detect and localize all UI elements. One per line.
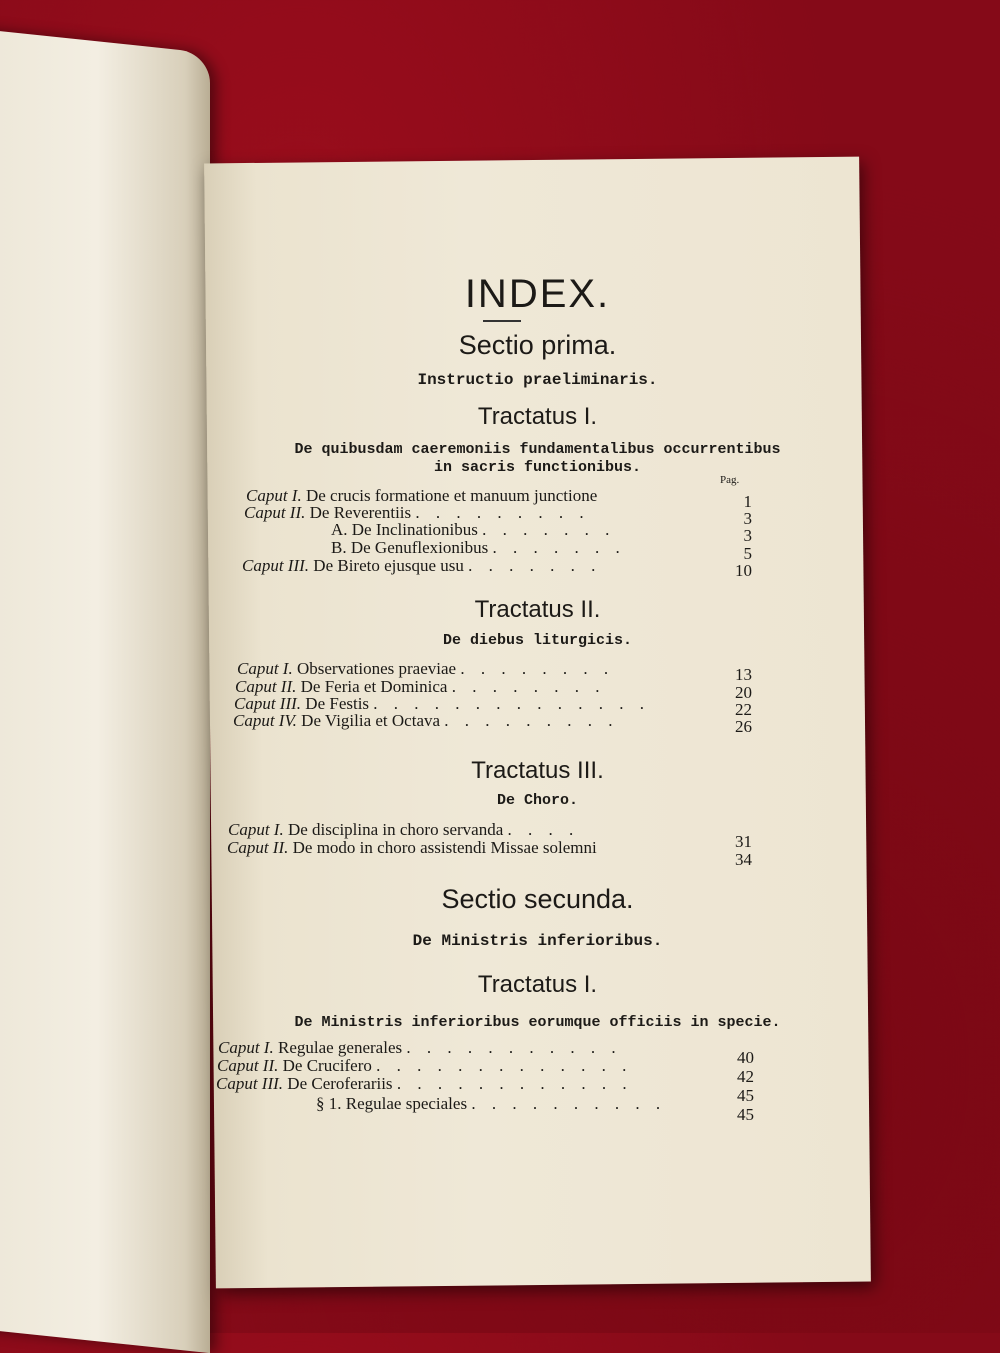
page-number: 34 [735,850,752,869]
entry-text: De crucis formatione et manuum junctione [305,486,598,505]
page-number: 26 [735,717,752,736]
entry-text: De Vigilia et Octava [301,711,441,730]
sectio-2-tractatus-1-heading: Tractatus I. [477,971,598,998]
entry-text: De modo in choro assistendi Missae solemni [292,838,597,857]
entry-text: De Feria et Dominica [300,677,448,696]
leader-dots: . . . . . . . . . . . . . [376,1056,633,1075]
toc-row [233,711,619,731]
leader-dots: . . . . . . . . . . [471,1094,667,1113]
caput-label: Caput I. [228,820,284,839]
page-number: 20 [735,683,752,702]
leader-dots: . . . . . . . [492,538,626,557]
caput-label: Caput I. [246,486,302,505]
caput-label: Caput II. [235,677,297,696]
caput-label: Caput II. [217,1056,279,1075]
page-number: 1 [743,492,752,511]
caput-label: Caput I. [237,659,293,678]
page-number: 10 [735,561,752,580]
title-rule [483,320,521,322]
leader-dots: . . . . . . . . . [415,503,590,522]
toc-row [227,838,597,858]
toc-row [316,1094,666,1114]
entry-text: Observationes praeviae [296,659,457,678]
toc-row [331,538,626,558]
entry-text: B. De Genuflexionibus [331,538,489,557]
page-number: 13 [735,665,752,684]
sectio-prima-heading: Sectio prima. [458,330,617,360]
ministris-heading: De Ministris inferioribus. [412,932,663,950]
sectio-secunda-heading: Sectio secunda. [441,884,634,914]
caput-label: Caput IV. [233,711,297,730]
entry-text: A. De Inclinationibus [331,520,478,539]
toc-row [218,1038,622,1058]
page-number: 5 [743,544,752,563]
entry-text: De Festis [305,694,370,713]
entry-text: De Reverentiis [309,503,412,522]
page-number: 22 [735,700,752,719]
leader-dots: . . . . [507,820,580,839]
tractatus-3-heading: Tractatus III. [471,757,604,784]
tractatus-1-heading: Tractatus I. [477,403,598,430]
entry-text: De Ceroferariis [287,1074,393,1093]
leader-dots: . . . . . . . [468,556,602,575]
entry-text: § 1. Regulae speciales [316,1094,468,1113]
toc-row [242,556,601,576]
caput-label: Caput III. [234,694,302,713]
tractatus-2-subtitle: De diebus liturgicis. [442,632,633,649]
page-number: 45 [737,1086,754,1105]
leader-dots: . . . . . . . . . . . . . . [373,694,651,713]
leader-dots: . . . . . . . [482,520,616,539]
page-number: 3 [743,509,752,528]
caput-label: Caput II. [227,838,289,857]
tractatus-2-heading: Tractatus II. [474,596,601,623]
caput-label: Caput III. [242,556,310,575]
tractatus-3-subtitle: De Choro. [496,792,578,809]
leader-dots: . . . . . . . . [460,659,615,678]
toc-row [331,520,615,540]
page-number: 45 [737,1105,754,1124]
tractatus-1-subtitle-line1: De quibusdam caeremoniis fundamentalibus occurrentibus [294,441,781,458]
tractatus-1-subtitle-line2: in sacris functionibus. [433,459,642,476]
leader-dots: . . . . . . . . . [444,711,619,730]
page-number: 31 [735,832,752,851]
index-title: INDEX. [464,272,611,316]
sectio-2-tractatus-1-subtitle: De Ministris inferioribus eorumque officiis in specie. [294,1014,781,1031]
leader-dots: . . . . . . . . [451,677,606,696]
page-number: 40 [737,1048,754,1067]
entry-text: De disciplina in choro servanda [287,820,504,839]
entry-text: De Crucifero [282,1056,372,1075]
caput-label: Caput I. [218,1038,274,1057]
caput-label: Caput III. [216,1074,284,1093]
entry-text: Regulae generales [277,1038,403,1057]
leader-dots: . . . . . . . . . . . [406,1038,622,1057]
leader-dots: . . . . . . . . . . . . [396,1074,633,1093]
pag-label: Pag. [720,474,740,486]
toc-row [237,659,614,679]
toc-row [217,1056,632,1076]
page-number: 42 [737,1067,754,1086]
toc-row [216,1074,633,1094]
toc-row [228,820,579,840]
entry-text: De Bireto ejusque usu [313,556,464,575]
page-number: 3 [743,526,752,545]
instructio-heading: Instructio praeliminaris. [417,371,658,389]
caput-label: Caput II. [244,503,306,522]
